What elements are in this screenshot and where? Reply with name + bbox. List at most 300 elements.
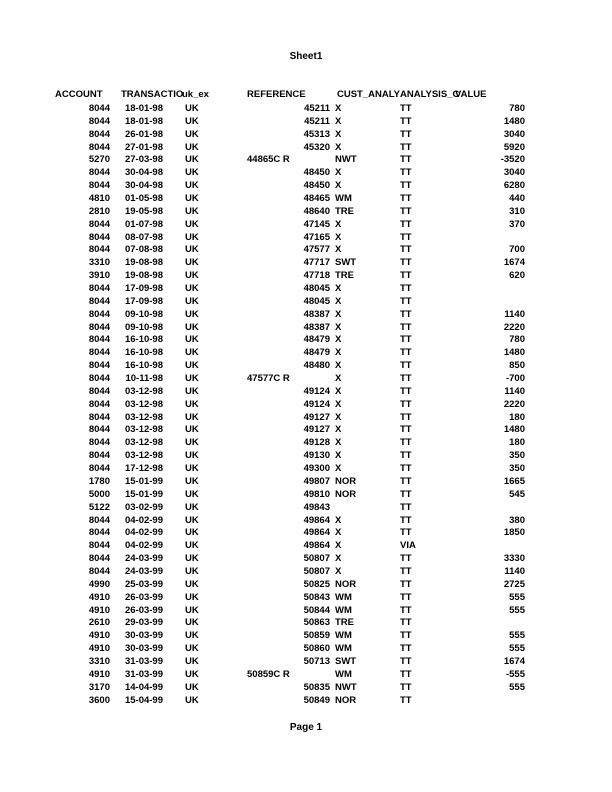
uk-ex-cell: UK bbox=[185, 411, 199, 423]
account-cell: 8044 bbox=[88, 540, 110, 552]
transaction-date-cell: 04-02-99 bbox=[124, 540, 163, 552]
analysis-code-cell: TT bbox=[400, 154, 412, 166]
value-cell: 5920 bbox=[503, 141, 525, 153]
uk-ex-cell: UK bbox=[185, 218, 199, 230]
transaction-date-cell: 31-03-99 bbox=[124, 668, 163, 680]
uk-ex-cell: UK bbox=[185, 527, 199, 539]
uk-ex-cell: UK bbox=[185, 115, 199, 127]
transaction-date-cell: 03-02-99 bbox=[124, 501, 163, 513]
table-row bbox=[0, 489, 612, 502]
transaction-date-cell: 17-12-98 bbox=[124, 463, 163, 475]
reference-number-cell: 49807 bbox=[303, 475, 330, 487]
reference-number-cell: 49843 bbox=[303, 501, 330, 513]
header-value: VALUE bbox=[455, 89, 487, 100]
cust-analysis-cell: X bbox=[335, 553, 342, 565]
cust-analysis-cell: X bbox=[335, 334, 342, 346]
uk-ex-cell: UK bbox=[185, 630, 199, 642]
transaction-date-cell: 04-02-99 bbox=[124, 527, 163, 539]
uk-ex-cell: UK bbox=[185, 398, 199, 410]
cust-analysis-cell: WM bbox=[335, 668, 352, 680]
transaction-date-cell: 19-08-98 bbox=[124, 270, 163, 282]
table-row bbox=[0, 476, 612, 489]
uk-ex-cell: UK bbox=[185, 154, 199, 166]
table-row bbox=[0, 399, 612, 412]
transaction-date-cell: 26-03-99 bbox=[124, 604, 163, 616]
reference-number-cell: 47165 bbox=[303, 231, 330, 243]
account-cell: 8044 bbox=[88, 385, 110, 397]
cust-analysis-cell: TRE bbox=[335, 270, 354, 282]
table-row bbox=[0, 437, 612, 450]
analysis-code-cell: TT bbox=[400, 565, 412, 577]
analysis-code-cell: TT bbox=[400, 604, 412, 616]
table-row bbox=[0, 296, 612, 309]
uk-ex-cell: UK bbox=[185, 321, 199, 333]
cust-analysis-cell: X bbox=[335, 398, 342, 410]
table-header bbox=[0, 88, 612, 101]
reference-credit-cell: 44865C R bbox=[247, 154, 290, 166]
uk-ex-cell: UK bbox=[185, 488, 199, 500]
uk-ex-cell: UK bbox=[185, 553, 199, 565]
value-cell: -700 bbox=[505, 373, 525, 385]
analysis-code-cell: TT bbox=[400, 475, 412, 487]
transaction-date-cell: 16-10-98 bbox=[124, 347, 163, 359]
analysis-code-cell: TT bbox=[400, 591, 412, 603]
reference-number-cell: 49864 bbox=[303, 540, 330, 552]
transaction-date-cell: 03-12-98 bbox=[124, 411, 163, 423]
cust-analysis-cell: X bbox=[335, 244, 342, 256]
reference-number-cell: 48045 bbox=[303, 283, 330, 295]
table-row bbox=[0, 579, 612, 592]
reference-number-cell: 47577 bbox=[303, 244, 330, 256]
uk-ex-cell: UK bbox=[185, 514, 199, 526]
value-cell: 1480 bbox=[503, 115, 525, 127]
value-cell: 380 bbox=[509, 514, 525, 526]
uk-ex-cell: UK bbox=[185, 694, 199, 706]
reference-number-cell: 48480 bbox=[303, 360, 330, 372]
cust-analysis-cell: X bbox=[335, 141, 342, 153]
reference-number-cell: 49864 bbox=[303, 527, 330, 539]
reference-number-cell: 45211 bbox=[304, 115, 330, 127]
analysis-code-cell: TT bbox=[400, 244, 412, 256]
account-cell: 8044 bbox=[88, 295, 110, 307]
account-cell: 8044 bbox=[88, 553, 110, 565]
transaction-date-cell: 30-03-99 bbox=[124, 643, 163, 655]
table-row bbox=[0, 167, 612, 180]
value-cell: 1674 bbox=[503, 257, 525, 269]
value-cell: 1850 bbox=[503, 527, 525, 539]
table-row bbox=[0, 643, 612, 656]
cust-analysis-cell: X bbox=[335, 424, 342, 436]
transaction-date-cell: 16-10-98 bbox=[124, 360, 163, 372]
transaction-date-cell: 17-09-98 bbox=[124, 295, 163, 307]
reference-number-cell: 47145 bbox=[303, 218, 330, 230]
analysis-code-cell: TT bbox=[400, 295, 412, 307]
analysis-code-cell: TT bbox=[400, 411, 412, 423]
table-row bbox=[0, 360, 612, 373]
account-cell: 4910 bbox=[88, 604, 110, 616]
reference-number-cell: 49130 bbox=[303, 450, 330, 462]
reference-number-cell: 49864 bbox=[303, 514, 330, 526]
account-cell: 4990 bbox=[88, 578, 110, 590]
table-row bbox=[0, 193, 612, 206]
table-row bbox=[0, 283, 612, 296]
value-cell: 2725 bbox=[503, 578, 525, 590]
analysis-code-cell: TT bbox=[400, 115, 412, 127]
analysis-code-cell: TT bbox=[400, 103, 412, 114]
table-row bbox=[0, 322, 612, 335]
account-cell: 8044 bbox=[88, 103, 110, 114]
reference-number-cell: 48450 bbox=[303, 167, 330, 179]
analysis-code-cell: TT bbox=[400, 167, 412, 179]
cust-analysis-cell: NOR bbox=[335, 578, 357, 590]
value-cell: 180 bbox=[509, 411, 525, 423]
header-cust-analysis: CUST_ANALY bbox=[337, 89, 400, 100]
analysis-code-cell: TT bbox=[400, 128, 412, 140]
table-row bbox=[0, 695, 612, 708]
reference-number-cell: 48450 bbox=[303, 180, 330, 192]
value-cell: -3520 bbox=[500, 154, 525, 166]
uk-ex-cell: UK bbox=[185, 437, 199, 449]
table-row bbox=[0, 154, 612, 167]
uk-ex-cell: UK bbox=[185, 668, 199, 680]
value-cell: 700 bbox=[509, 244, 525, 256]
analysis-code-cell: TT bbox=[400, 385, 412, 397]
account-cell: 8044 bbox=[88, 334, 110, 346]
reference-credit-cell: 50859C R bbox=[247, 668, 290, 680]
analysis-code-cell: TT bbox=[400, 283, 412, 295]
uk-ex-cell: UK bbox=[185, 463, 199, 475]
analysis-code-cell: VIA bbox=[400, 540, 416, 552]
table-row bbox=[0, 270, 612, 283]
uk-ex-cell: UK bbox=[185, 270, 199, 282]
transaction-date-cell: 03-12-98 bbox=[124, 424, 163, 436]
table-row bbox=[0, 502, 612, 515]
analysis-code-cell: TT bbox=[400, 463, 412, 475]
uk-ex-cell: UK bbox=[185, 193, 199, 205]
value-cell: 1140 bbox=[504, 385, 525, 397]
cust-analysis-cell: X bbox=[335, 360, 342, 372]
reference-number-cell: 48640 bbox=[303, 205, 330, 217]
uk-ex-cell: UK bbox=[185, 565, 199, 577]
account-cell: 5270 bbox=[88, 154, 110, 166]
cust-analysis-cell: X bbox=[335, 128, 342, 140]
analysis-code-cell: TT bbox=[400, 630, 412, 642]
transaction-date-cell: 10-11-98 bbox=[125, 373, 163, 385]
cust-analysis-cell: X bbox=[335, 411, 342, 423]
analysis-code-cell: TT bbox=[400, 193, 412, 205]
uk-ex-cell: UK bbox=[185, 167, 199, 179]
cust-analysis-cell: NWT bbox=[335, 154, 357, 166]
reference-number-cell: 49127 bbox=[303, 424, 330, 436]
uk-ex-cell: UK bbox=[185, 591, 199, 603]
transaction-date-cell: 18-01-98 bbox=[124, 103, 163, 114]
cust-analysis-cell: WM bbox=[335, 193, 352, 205]
account-cell: 5122 bbox=[88, 501, 110, 513]
uk-ex-cell: UK bbox=[185, 128, 199, 140]
analysis-code-cell: TT bbox=[400, 180, 412, 192]
value-cell: 1480 bbox=[503, 347, 525, 359]
cust-analysis-cell: WM bbox=[335, 643, 352, 655]
reference-number-cell: 48387 bbox=[303, 321, 330, 333]
cust-analysis-cell: X bbox=[335, 463, 342, 475]
table-row bbox=[0, 244, 612, 257]
uk-ex-cell: UK bbox=[185, 360, 199, 372]
account-cell: 8044 bbox=[88, 347, 110, 359]
cust-analysis-cell: X bbox=[335, 115, 342, 127]
cust-analysis-cell: WM bbox=[335, 591, 352, 603]
value-cell: 2220 bbox=[503, 321, 525, 333]
reference-number-cell: 49124 bbox=[303, 398, 330, 410]
cust-analysis-cell: X bbox=[335, 514, 342, 526]
transaction-date-cell: 08-07-98 bbox=[124, 231, 163, 243]
transaction-date-cell: 18-01-98 bbox=[124, 115, 163, 127]
account-cell: 2810 bbox=[88, 205, 110, 217]
cust-analysis-cell: X bbox=[335, 373, 342, 385]
value-cell: 180 bbox=[509, 437, 525, 449]
header-analysis-code: ANALYSIS_C bbox=[400, 89, 460, 100]
table-row bbox=[0, 617, 612, 630]
table-row bbox=[0, 566, 612, 579]
reference-number-cell: 49128 bbox=[303, 437, 330, 449]
reference-number-cell: 47717 bbox=[303, 257, 330, 269]
cust-analysis-cell: SWT bbox=[335, 257, 357, 269]
reference-number-cell: 50860 bbox=[303, 643, 330, 655]
uk-ex-cell: UK bbox=[185, 283, 199, 295]
analysis-code-cell: TT bbox=[400, 527, 412, 539]
header-account: ACCOUNT bbox=[55, 89, 103, 100]
reference-number-cell: 49300 bbox=[303, 463, 330, 475]
uk-ex-cell: UK bbox=[185, 295, 199, 307]
reference-number-cell: 50807 bbox=[303, 565, 330, 577]
transaction-date-cell: 03-12-98 bbox=[124, 450, 163, 462]
transaction-date-cell: 03-12-98 bbox=[124, 437, 163, 449]
uk-ex-cell: UK bbox=[185, 604, 199, 616]
value-cell: 370 bbox=[509, 218, 525, 230]
table-row bbox=[0, 669, 612, 682]
analysis-code-cell: TT bbox=[400, 681, 412, 693]
reference-number-cell: 50849 bbox=[303, 694, 330, 706]
value-cell: 2220 bbox=[503, 398, 525, 410]
page-footer: Page 1 bbox=[289, 722, 323, 733]
transaction-date-cell: 30-04-98 bbox=[124, 180, 163, 192]
analysis-code-cell: TT bbox=[400, 643, 412, 655]
transaction-date-cell: 09-10-98 bbox=[124, 308, 163, 320]
table-row bbox=[0, 682, 612, 695]
cust-analysis-cell: TRE bbox=[335, 205, 354, 217]
analysis-code-cell: TT bbox=[400, 617, 412, 629]
uk-ex-cell: UK bbox=[185, 501, 199, 513]
value-cell: 555 bbox=[509, 643, 525, 655]
table-row bbox=[0, 116, 612, 129]
uk-ex-cell: UK bbox=[185, 578, 199, 590]
table-row bbox=[0, 219, 612, 232]
account-cell: 2610 bbox=[88, 617, 110, 629]
value-cell: 555 bbox=[509, 681, 525, 693]
value-cell: 780 bbox=[509, 334, 525, 346]
table-row bbox=[0, 424, 612, 437]
account-cell: 8044 bbox=[88, 321, 110, 333]
account-cell: 8044 bbox=[88, 411, 110, 423]
cust-analysis-cell: NOR bbox=[335, 694, 357, 706]
transaction-date-cell: 29-03-99 bbox=[124, 617, 163, 629]
reference-number-cell: 50863 bbox=[303, 617, 330, 629]
analysis-code-cell: TT bbox=[400, 360, 412, 372]
transaction-date-cell: 14-04-99 bbox=[124, 681, 163, 693]
account-cell: 4910 bbox=[88, 643, 110, 655]
cust-analysis-cell: X bbox=[335, 385, 342, 397]
transaction-date-cell: 31-03-99 bbox=[124, 655, 163, 667]
reference-number-cell: 48387 bbox=[303, 308, 330, 320]
uk-ex-cell: UK bbox=[185, 424, 199, 436]
analysis-code-cell: TT bbox=[400, 257, 412, 269]
account-cell: 8044 bbox=[88, 218, 110, 230]
value-cell: 3330 bbox=[503, 553, 525, 565]
transaction-date-cell: 26-03-99 bbox=[124, 591, 163, 603]
account-cell: 8044 bbox=[88, 115, 110, 127]
value-cell: 555 bbox=[509, 591, 525, 603]
uk-ex-cell: UK bbox=[185, 617, 199, 629]
account-cell: 4910 bbox=[88, 668, 110, 680]
cust-analysis-cell: X bbox=[335, 540, 342, 552]
account-cell: 8044 bbox=[88, 450, 110, 462]
reference-number-cell: 47718 bbox=[303, 270, 330, 282]
table-row bbox=[0, 309, 612, 322]
transaction-date-cell: 03-12-98 bbox=[124, 398, 163, 410]
account-cell: 8044 bbox=[88, 180, 110, 192]
table-row bbox=[0, 592, 612, 605]
value-cell: 440 bbox=[509, 193, 525, 205]
account-cell: 8044 bbox=[88, 398, 110, 410]
cust-analysis-cell: WM bbox=[335, 604, 352, 616]
analysis-code-cell: TT bbox=[400, 321, 412, 333]
account-cell: 8044 bbox=[88, 167, 110, 179]
table-body bbox=[0, 103, 612, 707]
analysis-code-cell: TT bbox=[400, 655, 412, 667]
table-row bbox=[0, 386, 612, 399]
account-cell: 3170 bbox=[88, 681, 110, 693]
value-cell: 1140 bbox=[504, 308, 525, 320]
account-cell: 8044 bbox=[88, 244, 110, 256]
cust-analysis-cell: NOR bbox=[335, 488, 357, 500]
analysis-code-cell: TT bbox=[400, 308, 412, 320]
value-cell: 555 bbox=[509, 630, 525, 642]
uk-ex-cell: UK bbox=[185, 347, 199, 359]
cust-analysis-cell: X bbox=[335, 308, 342, 320]
account-cell: 8044 bbox=[88, 308, 110, 320]
table-row bbox=[0, 605, 612, 618]
analysis-code-cell: TT bbox=[400, 694, 412, 706]
account-cell: 8044 bbox=[88, 527, 110, 539]
uk-ex-cell: UK bbox=[185, 373, 199, 385]
analysis-code-cell: TT bbox=[400, 141, 412, 153]
cust-analysis-cell: X bbox=[335, 347, 342, 359]
transaction-date-cell: 27-03-98 bbox=[124, 154, 163, 166]
account-cell: 8044 bbox=[88, 463, 110, 475]
uk-ex-cell: UK bbox=[185, 681, 199, 693]
analysis-code-cell: TT bbox=[400, 501, 412, 513]
reference-credit-cell: 47577C R bbox=[247, 373, 290, 385]
account-cell: 4910 bbox=[88, 591, 110, 603]
transaction-date-cell: 16-10-98 bbox=[124, 334, 163, 346]
analysis-code-cell: TT bbox=[400, 437, 412, 449]
analysis-code-cell: TT bbox=[400, 205, 412, 217]
header-reference: REFERENCE bbox=[247, 89, 306, 100]
transaction-date-cell: 27-01-98 bbox=[124, 141, 163, 153]
analysis-code-cell: TT bbox=[400, 218, 412, 230]
uk-ex-cell: UK bbox=[185, 450, 199, 462]
transaction-date-cell: 26-01-98 bbox=[124, 128, 163, 140]
uk-ex-cell: UK bbox=[185, 385, 199, 397]
analysis-code-cell: TT bbox=[400, 514, 412, 526]
account-cell: 3310 bbox=[88, 257, 110, 269]
analysis-code-cell: TT bbox=[400, 334, 412, 346]
reference-number-cell: 48045 bbox=[303, 295, 330, 307]
reference-number-cell: 50713 bbox=[303, 655, 330, 667]
uk-ex-cell: UK bbox=[185, 643, 199, 655]
reference-number-cell: 48479 bbox=[303, 347, 330, 359]
cust-analysis-cell: NOR bbox=[335, 475, 357, 487]
table-row bbox=[0, 180, 612, 193]
value-cell: 555 bbox=[509, 604, 525, 616]
cust-analysis-cell: X bbox=[335, 103, 342, 114]
transaction-date-cell: 04-02-99 bbox=[124, 514, 163, 526]
reference-number-cell: 50835 bbox=[303, 681, 330, 693]
value-cell: 1674 bbox=[503, 655, 525, 667]
value-cell: 350 bbox=[509, 463, 525, 475]
cust-analysis-cell: X bbox=[335, 180, 342, 192]
account-cell: 5000 bbox=[88, 488, 110, 500]
account-cell: 4810 bbox=[88, 193, 110, 205]
analysis-code-cell: TT bbox=[400, 488, 412, 500]
sheet-title: Sheet1 bbox=[289, 51, 323, 62]
transaction-date-cell: 19-08-98 bbox=[124, 257, 163, 269]
account-cell: 8044 bbox=[88, 128, 110, 140]
account-cell: 3310 bbox=[88, 655, 110, 667]
header-uk-ex: uk_ex bbox=[182, 89, 209, 100]
value-cell: 620 bbox=[509, 270, 525, 282]
reference-number-cell: 50807 bbox=[303, 553, 330, 565]
uk-ex-cell: UK bbox=[185, 231, 199, 243]
cust-analysis-cell: X bbox=[335, 283, 342, 295]
transaction-date-cell: 24-03-99 bbox=[124, 553, 163, 565]
value-cell: 6280 bbox=[503, 180, 525, 192]
table-row bbox=[0, 257, 612, 270]
cust-analysis-cell: X bbox=[335, 218, 342, 230]
account-cell: 8044 bbox=[88, 360, 110, 372]
value-cell: 3040 bbox=[503, 128, 525, 140]
value-cell: 1480 bbox=[503, 424, 525, 436]
transaction-date-cell: 01-07-98 bbox=[124, 218, 163, 230]
account-cell: 3910 bbox=[88, 270, 110, 282]
table-row bbox=[0, 206, 612, 219]
account-cell: 8044 bbox=[88, 437, 110, 449]
transaction-date-cell: 09-10-98 bbox=[124, 321, 163, 333]
value-cell: 350 bbox=[509, 450, 525, 462]
transaction-date-cell: 30-03-99 bbox=[124, 630, 163, 642]
uk-ex-cell: UK bbox=[185, 103, 199, 114]
account-cell: 1780 bbox=[88, 475, 110, 487]
transaction-date-cell: 15-04-99 bbox=[124, 694, 163, 706]
account-cell: 8044 bbox=[88, 373, 110, 385]
reference-number-cell: 50859 bbox=[303, 630, 330, 642]
reference-number-cell: 49810 bbox=[303, 488, 330, 500]
reference-number-cell: 45211 bbox=[304, 103, 330, 114]
account-cell: 8044 bbox=[88, 424, 110, 436]
table-row bbox=[0, 373, 612, 386]
table-row bbox=[0, 630, 612, 643]
uk-ex-cell: UK bbox=[185, 475, 199, 487]
table-row bbox=[0, 540, 612, 553]
